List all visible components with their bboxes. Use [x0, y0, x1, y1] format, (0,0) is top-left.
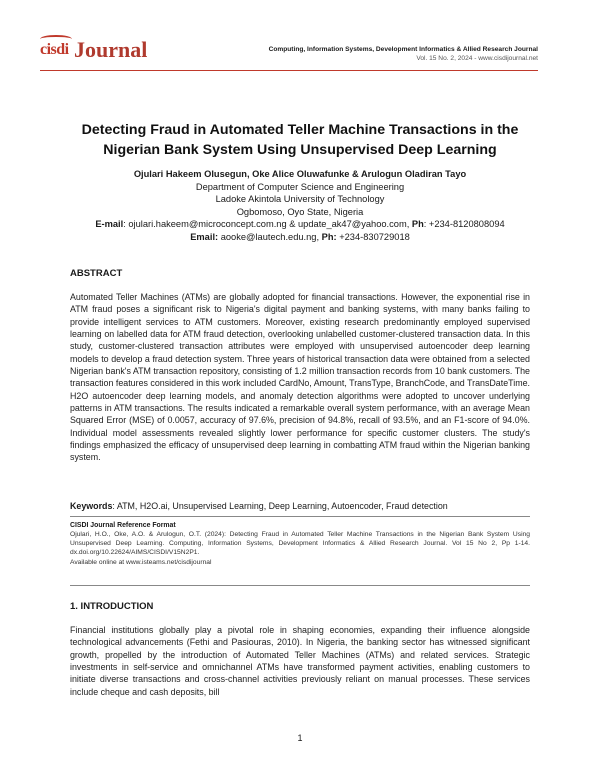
reference-format-box	[70, 516, 530, 567]
header-rule	[40, 70, 538, 71]
email2-value[interactable]: aooke@lautech.edu.ng,	[218, 231, 320, 242]
journal-logo	[40, 35, 160, 75]
reference-heading: CISDI Journal Reference Format	[70, 522, 176, 529]
phone-value: : +234-8120808094	[423, 219, 505, 230]
introduction-heading: 1. INTRODUCTION	[70, 601, 154, 612]
email-value[interactable]: : ojulari.hakeem@microconcept.com.ng & update_ak47@yahoo.com,	[123, 219, 410, 230]
journal-name: Computing, Information Systems, Development Informatics & Allied Research Journal	[268, 46, 538, 53]
introduction-text: Financial institutions globally play a pivotal role in shaping economies, expanding their influence alongside technological advancements (Fethi and Pasiouras, 2010). In Nigeria, the banking sector has witnessed significant growth, propelled by the introduction of Automated Teller Machines (ATMs) and related services. Strategic investments in self-service and omnichannel ATMs have transformed payment activities, enabling customers to initiate diverse transactions and cross-channel activities previously reliant on manual processes. These services include cheque and cash deposits, bill	[70, 625, 530, 697]
title-line-2: Nigerian Bank System Using Unsupervised Deep Learning	[103, 142, 497, 158]
title-line-1: Detecting Fraud in Automated Teller Machine Transactions in the	[81, 122, 519, 138]
email2-label: Email:	[190, 231, 219, 242]
author-department: Department of Computer Science and Engineering	[195, 181, 405, 192]
author-block	[60, 168, 540, 244]
email-label: E-mail	[95, 219, 124, 230]
paper-title	[60, 120, 540, 160]
logo-name: Journal	[74, 37, 148, 62]
author-university: Ladoke Akintola University of Technology	[215, 194, 385, 205]
journal-volume: Vol. 15 No. 2, 2024 - www.cisdijournal.net	[416, 55, 538, 62]
reference-rule	[70, 585, 530, 586]
keywords-text: : ATM, H2O.ai, Unsupervised Learning, Deep Learning, Autoencoder, Fraud detection	[112, 501, 448, 511]
keywords	[70, 501, 530, 511]
author-names: Ojulari Hakeem Olusegun, Oke Alice Oluwafunke & Arulogun Oladiran Tayo	[133, 169, 467, 179]
reference-text: Ojulari, H.O., Oke, A.O. & Arulogun, O.T. (2024): Detecting Fraud in Automated Teller Machine Transactions in the Nigerian Bank System Using Unsupervised Deep Learning. Computing, Information Systems, Development Informatics & Allied Research Journal. Vol 15 No 2, Pp 1-14. dx.doi.org/10.22624/AIMS/CISDI/V15N2P1.	[70, 531, 530, 557]
author-city: Ogbomoso, Oyo State, Nigeria	[236, 206, 364, 217]
abstract-heading: ABSTRACT	[70, 268, 123, 279]
logo-prefix: cisdi	[40, 41, 69, 58]
keywords-label: Keywords	[70, 501, 113, 511]
reference-online[interactable]: Available online at www.isteams.net/cisdijournal	[70, 558, 212, 566]
abstract-text: Automated Teller Machines (ATMs) are globally adopted for financial transactions. However, the exponential rise in ATM fraud poses a significant risk to Nigeria's digital payment and banking systems, with many banks failing to provide intelligent services to ATM customers. Moreover, existing research predominantly employed supervised learning on labelled data for ATM fraud detection, overlooking unlabelled customer-clustered transaction data. In this study, customer-clustered transaction attributes were employed with unsupervised autoencoder deep learning models to develop a fraud detection system. Three years of historical transaction data were obtained from a selected Nigerian bank's ATM transaction repository, consisting of 1.2 million transaction records from 10 bank customers. The transaction features considered in this work included CardNo, Amount, TransType, BranchCode, and TransDateTime. H2O autoencoder deep learning models, and anomaly detection algorithms were adopted to uncover underlying patterns in ATM transactions. The results indicated a remarkable overall system performance, with an average Mean Squared Error (MSE) of 0.0057, accuracy of 97.6%, precision of 94.8%, recall of 93.5%, and an F1-score of 94.0%. Individual model assessments revealed slightly lower performance for specific customer clusters. The study's findings emphasized the efficacy of unsupervised deep learning in combatting ATM fraud within the Nigerian banking system.	[70, 292, 530, 463]
page-number: 1	[297, 733, 303, 743]
running-header	[269, 45, 538, 63]
phone2-value: +234-830729018	[336, 231, 410, 242]
phone2-label: Ph:	[319, 231, 337, 242]
author-contact-2	[60, 231, 540, 244]
phone-label: Ph	[409, 219, 424, 230]
author-contact-1	[60, 218, 540, 231]
